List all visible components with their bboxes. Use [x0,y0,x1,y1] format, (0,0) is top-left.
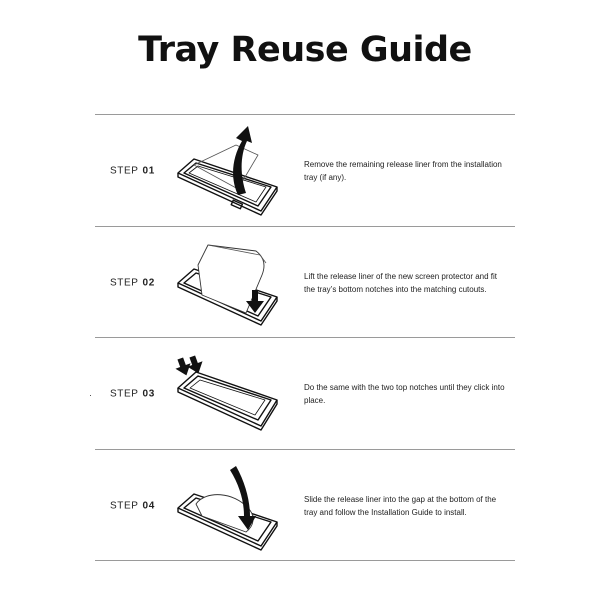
tray-top-notch-icon [172,346,284,441]
divider [95,560,515,561]
step-04 [95,450,515,561]
step-number: 01 [142,165,155,176]
step-description: Slide the release liner into the gap at the bottom of the tray and follow the Installation Guide to install. [304,494,497,517]
stray-mark [90,395,91,396]
step-description: Lift the release liner of the new screen protector and fit the tray’s bottom notches into the matching cutouts. [304,271,497,294]
step-number: 02 [142,277,155,288]
step-label [110,500,155,511]
step-label [110,165,155,176]
step-word: STEP [110,500,139,511]
step-01 [95,115,515,226]
tray-liner-slide-icon [172,458,284,553]
page-title: Tray Reuse Guide [138,30,472,70]
step-label [110,388,155,399]
step-word: STEP [110,277,139,288]
step-description: Remove the remaining release liner from the installation tray (if any). [304,159,502,182]
step-word: STEP [110,388,139,399]
step-02 [95,227,515,338]
step-label [110,277,155,288]
step-word: STEP [110,165,139,176]
tray-bottom-notch-icon [172,235,284,330]
step-number: 03 [142,388,155,399]
tray-liner-removal-icon [172,123,284,218]
step-description: Do the same with the two top notches until they click into place. [304,382,505,405]
step-number: 04 [142,500,155,511]
step-03 [95,338,515,449]
